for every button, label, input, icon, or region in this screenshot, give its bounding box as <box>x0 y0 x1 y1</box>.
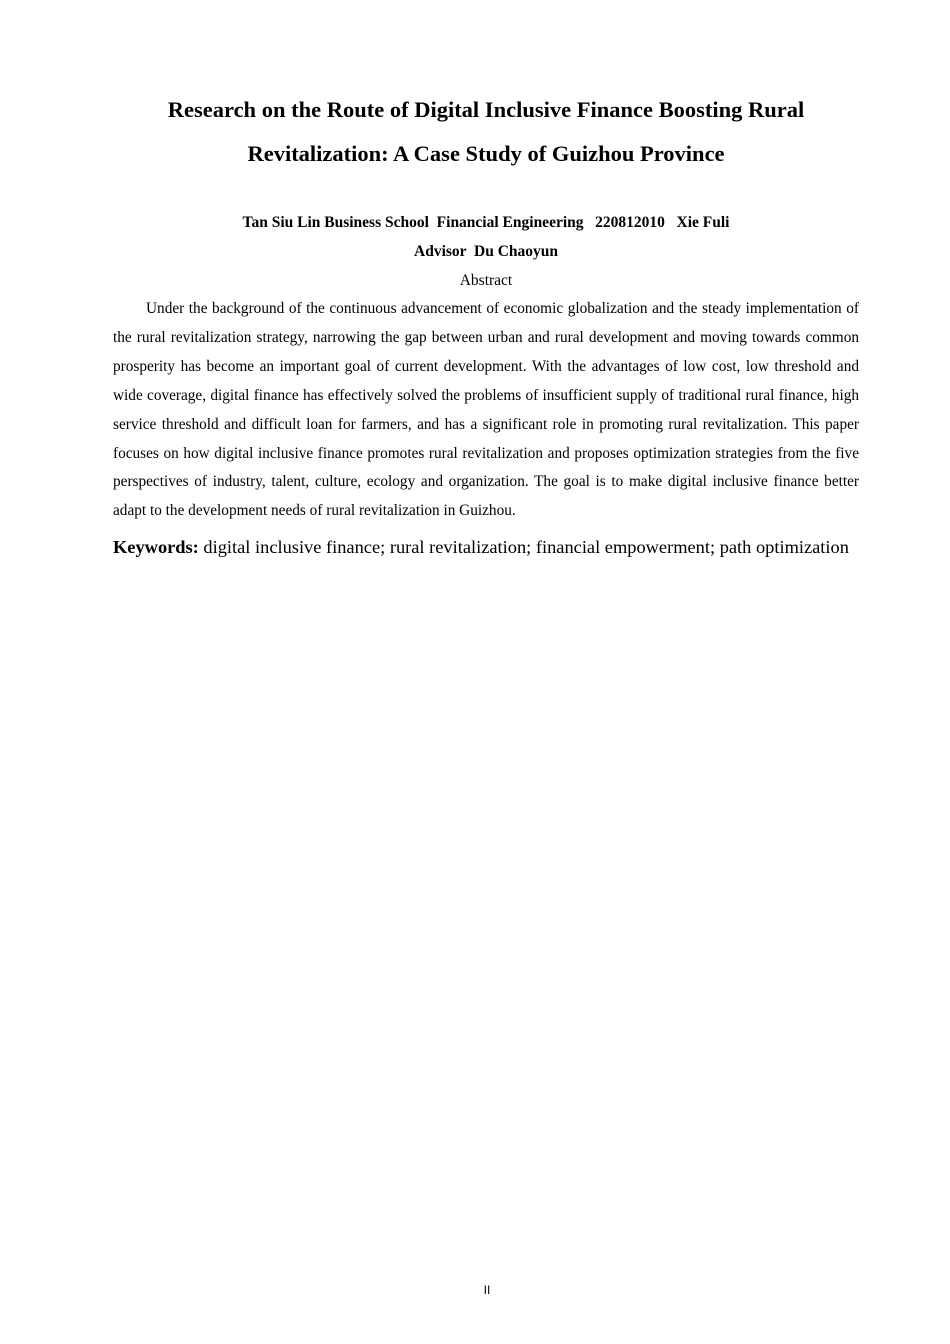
abstract-heading: Abstract <box>459 272 513 289</box>
author-info: Tan Siu Lin Business School Financial Engineering 220812010 Xie Fuli <box>242 214 730 231</box>
paper-title <box>113 88 859 176</box>
advisor-info: Advisor Du Chaoyun <box>414 243 558 260</box>
keywords-text: digital inclusive finance; rural revitalization; financial empowerment; path optimization <box>203 537 849 558</box>
paper-page <box>113 88 859 564</box>
keywords-label: Keywords: <box>113 537 199 558</box>
abstract-body: Under the background of the continuous advancement of economic globalization and the steady implementation of the rural revitalization strategy, narrowing the gap between urban and rural development and moving towards common prosperity has become an important goal of current development. With the advantages of low cost, low threshold and wide coverage, digital finance has effectively solved the problems of insufficient supply of traditional rural finance, high service threshold and difficult loan for farmers, and has a significant role in promoting rural revitalization. This paper focuses on how digital inclusive finance promotes rural revitalization and proposes optimization strategies from the five perspectives of industry, talent, culture, ecology and organization. The goal is to make digital inclusive finance better adapt to the development needs of rural revitalization in Guizhou. <box>113 300 859 520</box>
page-number: II <box>483 1283 491 1297</box>
paper-title-line-2: Revitalization: A Case Study of Guizhou Province <box>247 141 725 166</box>
keywords-section <box>113 531 859 564</box>
paper-title-line-1: Research on the Route of Digital Inclusive Finance Boosting Rural <box>167 97 805 122</box>
